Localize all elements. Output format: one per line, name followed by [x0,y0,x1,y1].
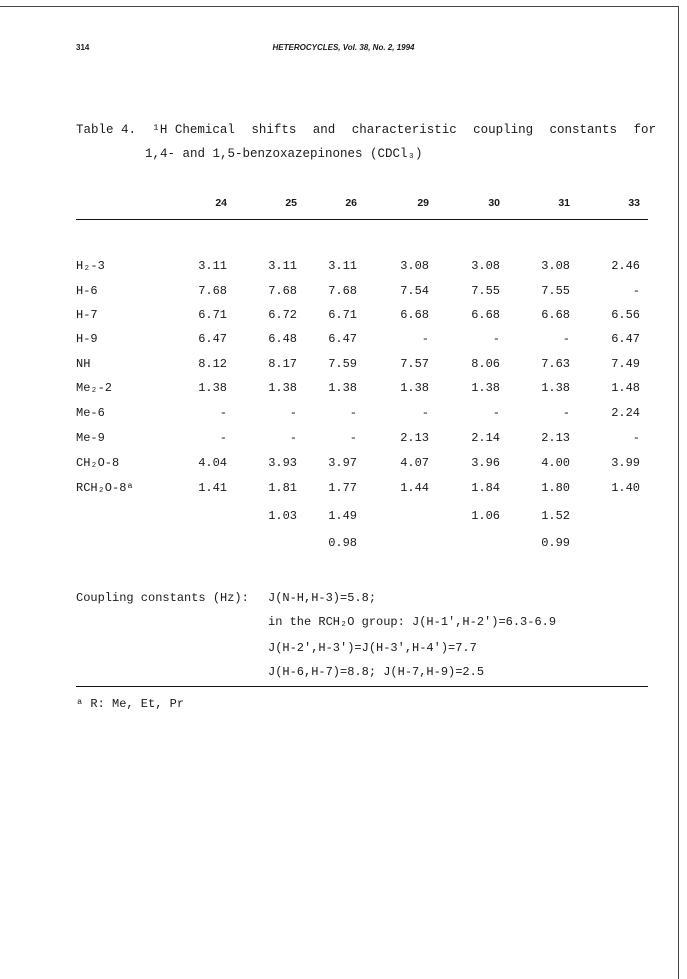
caption-word: ¹H Chemical [152,123,235,137]
table-cell: 4.00 [541,456,570,470]
table-cell: 6.48 [268,332,297,346]
table-cell: 1.38 [471,381,500,395]
table-cell: 3.96 [471,456,500,470]
row-label: H-9 [76,332,98,346]
table-cell: 1.80 [541,481,570,495]
table-cell: 8.06 [471,357,500,371]
caption-word: shifts [251,123,297,137]
row-label: H₂-3 [76,259,105,273]
table-cell: 6.47 [611,332,640,346]
coupling-constants-label: Coupling constants (Hz): [76,591,249,605]
table-cell: 8.17 [268,357,297,371]
table-cell: 3.99 [611,456,640,470]
column-header: 29 [417,197,429,209]
caption-word: coupling [473,123,534,137]
table-cell: - [349,406,357,420]
table-cell: - [632,431,640,445]
table-row [0,456,687,476]
caption-word: and [312,123,336,137]
table-cell: 1.84 [471,481,500,495]
table-cell: 0.99 [541,536,570,550]
column-header: 33 [628,197,640,209]
table-cell: 7.55 [471,284,500,298]
table-cell: - [421,332,429,346]
table-cell: 2.13 [400,431,429,445]
table-cell: 1.52 [541,509,570,523]
table-cell: - [562,406,570,420]
table-cell: - [349,431,357,445]
table-cell: - [421,406,429,420]
table-cell: 0.98 [328,536,357,550]
table-cell: - [632,284,640,298]
table-row [0,259,687,279]
page-border-top [0,6,678,7]
table-cell: - [562,332,570,346]
table-cell: 7.59 [328,357,357,371]
table-cell: 6.71 [198,308,227,322]
table-cell: 6.47 [328,332,357,346]
row-label: Me-9 [76,431,105,445]
running-header [0,43,687,57]
column-header: 26 [345,197,357,209]
row-label: CH₂O-8 [76,456,120,470]
column-header: 30 [488,197,500,209]
table-bottom-rule [76,686,648,687]
table-cell: - [219,406,227,420]
table-cell: 6.71 [328,308,357,322]
table-cell: 3.97 [328,456,357,470]
table-cell: 1.48 [611,381,640,395]
table-cell: 7.63 [541,357,570,371]
table-cell: 2.46 [611,259,640,273]
table-cell: 1.40 [611,481,640,495]
page-number: 314 [76,43,90,52]
table-cell: 1.77 [328,481,357,495]
table-cell: 3.08 [471,259,500,273]
table-cell: 7.55 [541,284,570,298]
caption-line-1 [76,118,656,142]
table-row [0,481,687,501]
caption-word: characteristic [351,123,457,137]
table-cell: 3.11 [328,259,357,273]
table-caption [76,118,656,166]
table-cell: 6.56 [611,308,640,322]
footnote: ᵃ R: Me, Et, Pr [76,697,185,711]
table-row [0,381,687,401]
caption-line-2: 1,4- and 1,5-benzoxazepinones (CDCl₃) [145,147,423,161]
table-cell: 7.49 [611,357,640,371]
table-cell: 1.44 [400,481,429,495]
table-cell: 3.11 [198,259,227,273]
table-cell: 4.07 [400,456,429,470]
table-cell: 3.08 [541,259,570,273]
coupling-line: J(H-2',H-3')=J(H-3',H-4')=7.7 [268,641,477,655]
table-top-rule [76,219,648,220]
table-cell: 7.68 [268,284,297,298]
coupling-line: in the RCH₂O group: J(H-1',H-2')=6.3-6.9 [268,615,557,629]
table-cell: 2.14 [471,431,500,445]
table-cell: 1.06 [471,509,500,523]
table-cell: 6.68 [471,308,500,322]
table-cell: 1.41 [198,481,227,495]
table-cell: 6.68 [541,308,570,322]
table-cell: 2.13 [541,431,570,445]
table-cell: 6.72 [268,308,297,322]
table-cell: 4.04 [198,456,227,470]
table-cell: 1.38 [328,381,357,395]
table-cell: - [289,406,297,420]
caption-word: for [633,123,656,137]
table-cell: 1.03 [268,509,297,523]
table-cell: 1.38 [198,381,227,395]
journal-title: HETEROCYCLES, Vol. 38, No. 2, 1994 [272,43,415,52]
caption-word: Table 4. [76,123,137,137]
table-row [0,406,687,426]
table-cell: 3.93 [268,456,297,470]
table-cell: 7.68 [198,284,227,298]
caption-word: constants [549,123,618,137]
table-row [0,357,687,377]
table-cell: - [219,431,227,445]
table-row [0,431,687,451]
table-cell: 6.68 [400,308,429,322]
table-cell: 7.68 [328,284,357,298]
table-cell: 3.08 [400,259,429,273]
table-row [0,536,687,556]
row-label: Me-6 [76,406,105,420]
table-row [0,284,687,304]
row-label: H-7 [76,308,98,322]
table-cell: 6.47 [198,332,227,346]
coupling-line: J(N-H,H-3)=5.8; [268,591,377,605]
table-cell: 1.49 [328,509,357,523]
table-cell: 1.81 [268,481,297,495]
table-row [0,332,687,352]
coupling-line: J(H-6,H-7)=8.8; J(H-7,H-9)=2.5 [268,665,485,679]
table-cell: - [492,406,500,420]
row-label: Me₂-2 [76,381,113,395]
row-label: NH [76,357,91,371]
table-cell: 1.38 [268,381,297,395]
table-cell: 3.11 [268,259,297,273]
table-cell: - [289,431,297,445]
table-row [0,509,687,529]
column-header: 24 [215,197,227,209]
table-cell: 1.38 [541,381,570,395]
row-label: H-6 [76,284,98,298]
table-cell: 1.38 [400,381,429,395]
table-cell: 2.24 [611,406,640,420]
table-cell: 7.54 [400,284,429,298]
column-header: 25 [285,197,297,209]
table-cell: 7.57 [400,357,429,371]
table-row [0,308,687,328]
row-label: RCH₂O-8ᵃ [76,481,134,495]
table-cell: 8.12 [198,357,227,371]
table-cell: - [492,332,500,346]
column-header: 31 [558,197,570,209]
